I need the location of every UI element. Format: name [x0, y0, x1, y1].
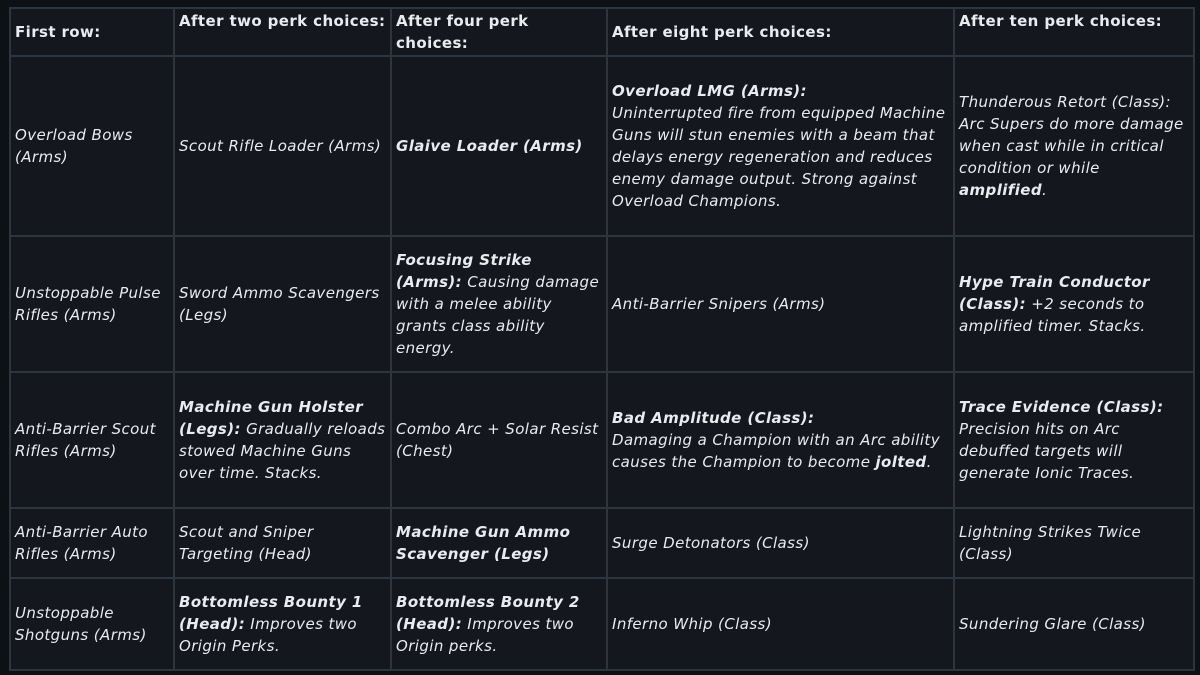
header-row — [10, 8, 1194, 56]
perk-desc: Improves two Origin perks. — [396, 615, 574, 655]
cell-first: Unstoppable Shotguns (Arms) — [10, 578, 174, 670]
cell-eight: Anti-Barrier Snipers (Arms) — [607, 236, 954, 372]
header-eight-perks: After eight perk choices: — [607, 8, 954, 56]
table-row — [10, 236, 1194, 372]
perk-name: Trace Evidence (Class): — [959, 398, 1164, 416]
table-row — [10, 56, 1194, 236]
cell-two — [174, 578, 391, 670]
perk-name: Focusing Strike (Arms): — [396, 251, 532, 291]
cell-first: Overload Bows (Arms) — [10, 56, 174, 236]
header-ten-perks: After ten perk choices: — [954, 8, 1194, 56]
cell-ten — [954, 372, 1194, 508]
header-two-perks: After two perk choices: — [174, 8, 391, 56]
perk-desc: Causing damage with a melee ability grants class ability energy. — [396, 273, 600, 357]
perk-name: Machine Gun Holster (Legs): — [179, 398, 363, 438]
cell-eight: Surge Detonators (Class) — [607, 508, 954, 578]
keyword: amplified — [959, 181, 1042, 199]
perk-name: Hype Train Conductor (Class): — [959, 273, 1150, 313]
cell-eight: Inferno Whip (Class) — [607, 578, 954, 670]
perk-name: Bad Amplitude (Class): — [612, 409, 815, 427]
header-four-perks: After four perk choices: — [391, 8, 607, 56]
perk-desc: Thunderous Retort (Class): Arc Supers do more damage when cast while in critical condition or while — [959, 93, 1184, 177]
cell-ten — [954, 236, 1194, 372]
perk-table — [9, 7, 1195, 671]
cell-four — [391, 56, 607, 236]
perk-table-frame — [9, 7, 1193, 669]
perk-desc: Improves two Origin Perks. — [179, 615, 357, 655]
cell-two: Scout and Sniper Targeting (Head) — [174, 508, 391, 578]
perk-name: Glaive Loader (Arms) — [396, 137, 583, 155]
perk-desc: Gradually reloads stowed Machine Guns over time. Stacks. — [179, 420, 386, 482]
cell-four: Combo Arc + Solar Resist (Chest) — [391, 372, 607, 508]
perk-name: Machine Gun Ammo Scavenger (Legs) — [396, 523, 571, 563]
cell-first: Anti-Barrier Auto Rifles (Arms) — [10, 508, 174, 578]
cell-ten: Lightning Strikes Twice (Class) — [954, 508, 1194, 578]
cell-eight — [607, 56, 954, 236]
cell-ten: Thunderous Retort (Class): Arc Supers do more damage when cast while in critical condition or while amplified. — [954, 56, 1194, 236]
perk-desc: +2 seconds to amplified timer. Stacks. — [959, 295, 1146, 335]
cell-four — [391, 236, 607, 372]
perk-desc: Damaging a Champion with an Arc ability causes the Champion to become — [612, 431, 940, 471]
table-row — [10, 508, 1194, 578]
table-row — [10, 372, 1194, 508]
keyword: jolted — [875, 453, 927, 471]
cell-four — [391, 578, 607, 670]
cell-eight: Bad Amplitude (Class): Damaging a Champion with an Arc ability causes the Champion to become jolted. — [607, 372, 954, 508]
perk-name: Bottomless Bounty 2 (Head): — [396, 593, 580, 633]
perk-name: Overload LMG (Arms): — [612, 82, 807, 100]
cell-first: Anti-Barrier Scout Rifles (Arms) — [10, 372, 174, 508]
perk-desc: Uninterrupted fire from equipped Machine Guns will stun enemies with a beam that delays energy regeneration and reduces enemy damage output. Strong against Overload Champions. — [612, 104, 946, 210]
perk-name: Bottomless Bounty 1 (Head): — [179, 593, 363, 633]
cell-two: Sword Ammo Scavengers (Legs) — [174, 236, 391, 372]
cell-four — [391, 508, 607, 578]
header-first-row: First row: — [10, 8, 174, 56]
cell-first: Unstoppable Pulse Rifles (Arms) — [10, 236, 174, 372]
cell-two: Scout Rifle Loader (Arms) — [174, 56, 391, 236]
table-row — [10, 578, 1194, 670]
cell-ten: Sundering Glare (Class) — [954, 578, 1194, 670]
cell-two — [174, 372, 391, 508]
perk-desc: Precision hits on Arc debuffed targets will generate Ionic Traces. — [959, 420, 1135, 482]
